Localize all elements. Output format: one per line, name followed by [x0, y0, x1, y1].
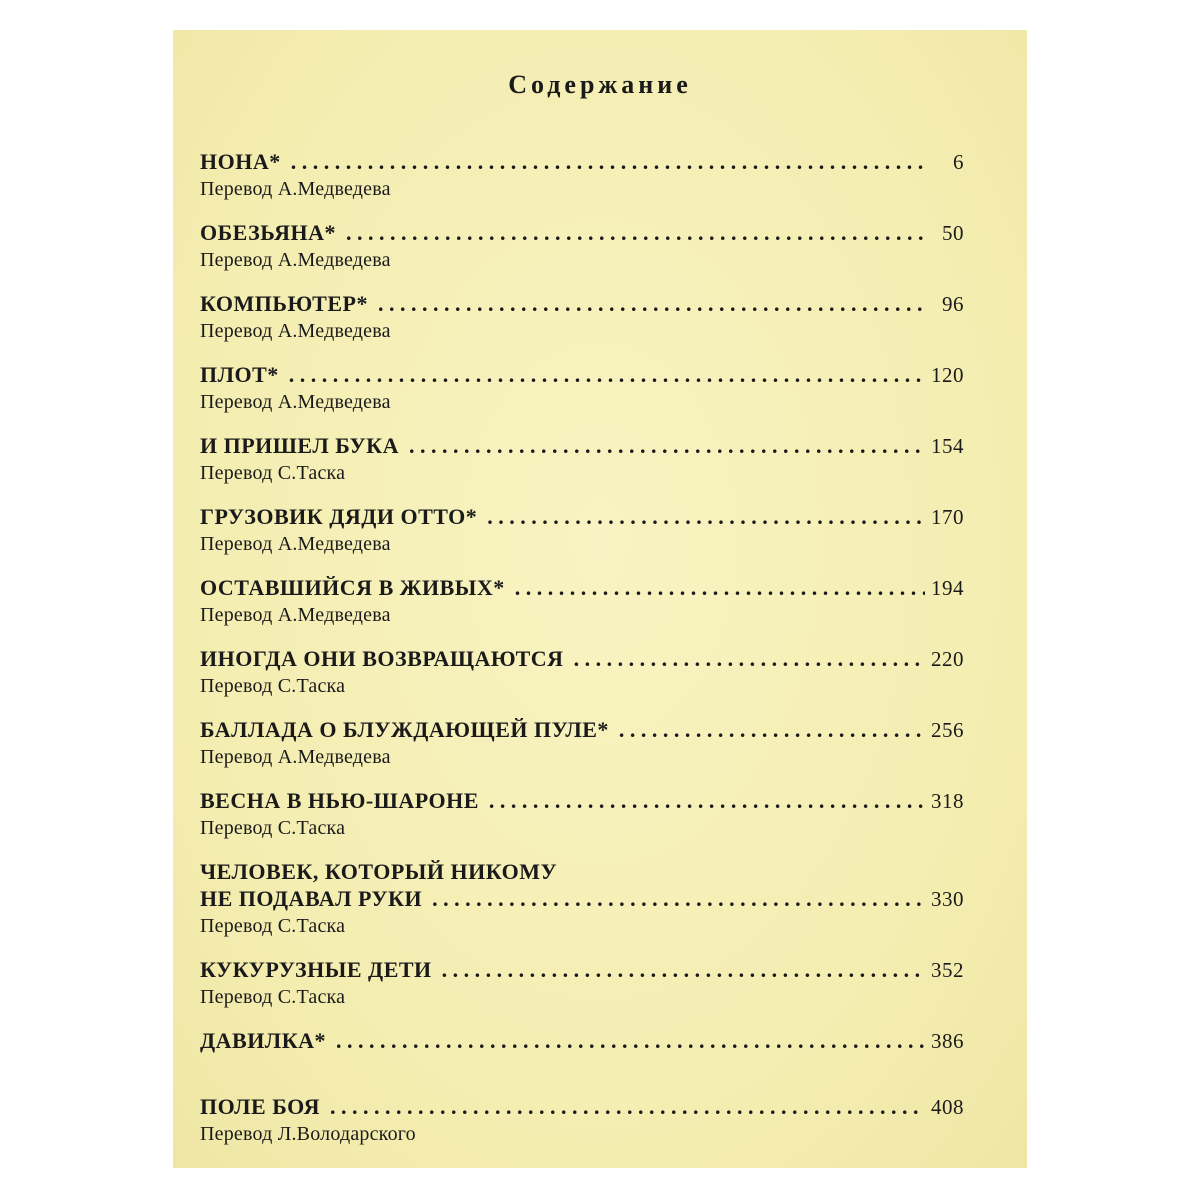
page-number: 194	[931, 576, 964, 600]
toc-title-line	[200, 1093, 964, 1121]
dot-leader	[346, 219, 928, 246]
toc-title-line	[200, 574, 964, 602]
dot-leader	[574, 645, 925, 672]
translator: Перевод С.Таска	[200, 817, 346, 839]
toc-title-line	[200, 956, 964, 984]
dot-leader	[619, 716, 925, 743]
dot-leader	[432, 885, 925, 912]
toc-entry	[200, 290, 964, 345]
translator: Перевод Л.Володарского	[200, 1123, 416, 1145]
toc-title: БАЛЛАДА О БЛУЖДАЮЩЕЙ ПУЛЕ*	[200, 717, 609, 742]
translator: Перевод А.Медведева	[200, 533, 391, 555]
dot-leader	[336, 1027, 925, 1054]
toc-entry	[200, 716, 964, 771]
toc-title: НОНА*	[200, 149, 281, 174]
page-number: 256	[931, 718, 964, 742]
toc-entry	[200, 645, 964, 700]
toc-title: ИНОГДА ОНИ ВОЗВРАЩАЮТСЯ	[200, 646, 564, 671]
toc-title-first-line: ЧЕЛОВЕК, КОТОРЫЙ НИКОМУ	[200, 859, 558, 884]
book-page	[173, 30, 1027, 1168]
dot-leader	[515, 574, 925, 601]
toc-title-line	[200, 148, 964, 176]
translator: Перевод А.Медведева	[200, 178, 391, 200]
translator: Перевод С.Таска	[200, 462, 346, 484]
page-number: 6	[953, 150, 964, 174]
toc-title: КОМПЬЮТЕР*	[200, 291, 368, 316]
toc-entry	[200, 1027, 964, 1055]
toc-title-line	[200, 787, 964, 815]
translator: Перевод А.Медведева	[200, 249, 391, 271]
toc-entry	[200, 432, 964, 487]
translator: Перевод А.Медведева	[200, 391, 391, 413]
page-number: 120	[931, 363, 964, 387]
toc-entry	[200, 503, 964, 558]
dot-leader	[378, 290, 928, 317]
toc-title-line	[200, 361, 964, 389]
toc-title: ВЕСНА В НЬЮ-ШАРОНЕ	[200, 788, 479, 813]
toc-title: КУКУРУЗНЫЕ ДЕТИ	[200, 957, 432, 982]
toc-title-line	[200, 885, 964, 913]
toc-title-line	[200, 219, 964, 247]
toc-entry	[200, 956, 964, 1011]
dot-leader	[409, 432, 925, 459]
dot-leader	[330, 1093, 925, 1120]
translator: Перевод А.Медведева	[200, 746, 391, 768]
toc-entry	[200, 787, 964, 842]
dot-leader	[289, 361, 925, 388]
translator: Перевод А.Медведева	[200, 320, 391, 342]
toc-entry	[200, 361, 964, 416]
toc-entry	[200, 1093, 964, 1148]
toc-title-line	[200, 432, 964, 460]
toc-title: ПЛОТ*	[200, 362, 279, 387]
toc-title: ПОЛЕ БОЯ	[200, 1094, 320, 1119]
toc-entry	[200, 858, 964, 940]
page-number: 352	[931, 958, 964, 982]
translator: Перевод С.Таска	[200, 675, 346, 697]
page-number: 330	[931, 887, 964, 911]
toc-title: ДАВИЛКА*	[200, 1028, 327, 1053]
dot-leader	[487, 503, 925, 530]
toc-entry	[200, 219, 964, 274]
page-number: 220	[931, 647, 964, 671]
toc-title: ОБЕЗЬЯНА*	[200, 220, 336, 245]
toc-entry	[200, 148, 964, 203]
translator: Перевод С.Таска	[200, 915, 346, 937]
page-number: 50	[942, 221, 964, 245]
page-number: 154	[931, 434, 964, 458]
toc-title-line	[200, 290, 964, 318]
page-number: 408	[931, 1095, 964, 1119]
dot-leader	[291, 148, 928, 175]
table-of-contents	[200, 148, 964, 1164]
toc-title-line	[200, 503, 964, 531]
page-number: 170	[931, 505, 964, 529]
toc-title: ОСТАВШИЙСЯ В ЖИВЫХ*	[200, 575, 505, 600]
dot-leader	[442, 956, 925, 983]
translator: Перевод С.Таска	[200, 986, 346, 1008]
toc-title-line	[200, 1027, 964, 1055]
toc-title: НЕ ПОДАВАЛ РУКИ	[200, 886, 423, 911]
page-number: 386	[931, 1029, 964, 1053]
dot-leader	[489, 787, 925, 814]
toc-entry	[200, 574, 964, 629]
toc-title: ГРУЗОВИК ДЯДИ ОТТО*	[200, 504, 478, 529]
toc-title: И ПРИШЕЛ БУКА	[200, 433, 399, 458]
page-number: 318	[931, 789, 964, 813]
translator: Перевод А.Медведева	[200, 604, 391, 626]
toc-title-line	[200, 716, 964, 744]
page-title: Содержание	[508, 70, 692, 99]
toc-title-line	[200, 645, 964, 673]
page-number: 96	[942, 292, 964, 316]
